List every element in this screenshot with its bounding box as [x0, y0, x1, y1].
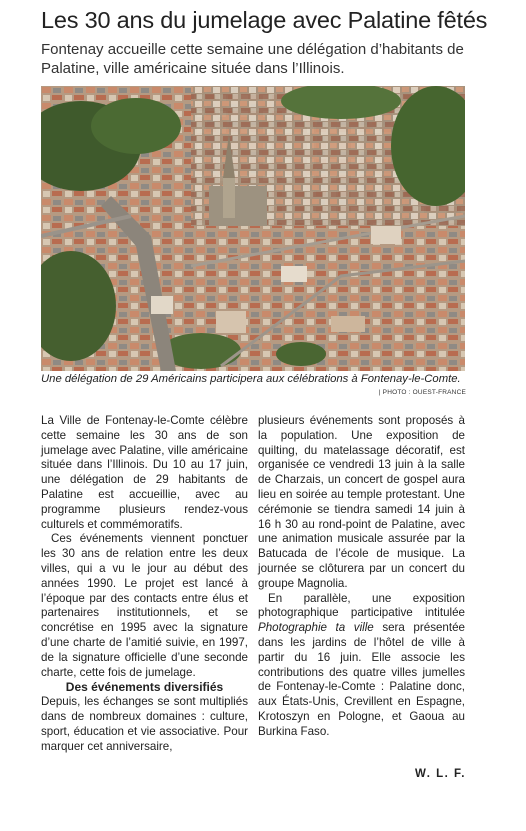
body-text: sera présentée dans les jardins de l’hôtel de ville à partir du 16 juin. Elle associe les contributions des quatre villes jumelles de Fontenay-le-Comte : Palatine donc, aux États-Unis, Crevillent en Espagne, Krotoszyn en Pologne, et Gaoua au Burkina Faso.	[258, 621, 465, 738]
article-headline: Les 30 ans du jumelage avec Palatine fêtés	[41, 7, 488, 33]
body-paragraph	[258, 592, 465, 740]
article-standfirst: Fontenay accueille cette semaine une délégation d’habitants de Palatine, ville américaine située dans l’Illinois.	[41, 41, 464, 77]
article-subheading: Des événements diversifiés	[65, 680, 224, 695]
photo-caption: Une délégation de 29 Américains participera aux célébrations à Fontenay-le-Comte.	[41, 373, 461, 385]
article-column-right	[258, 414, 465, 740]
photo-credit: | PHOTO : OUEST-FRANCE	[378, 389, 466, 396]
author-signature: W. L. F.	[415, 768, 466, 780]
body-paragraph: Ces événements viennent ponctuer les 30 ans de relation entre les deux villes, qui a vu le jour au début des années 1990. Le projet est lancé à l’époque par des contacts entre élus et partenaires institutionnels, et se concrétise en 1995 avec la signature d’une charte de l’amitié suivie, en 1997, de la signature officielle d’une seconde charte, cette fois de jumelage.	[41, 532, 248, 679]
body-paragraph: La Ville de Fontenay-le-Comte célèbre cette semaine les 30 ans de son jumelage avec Palatine, ville américaine située dans l’Illinois. Du 10 au 17 juin, une délégation de 29 habitants de Palatine est accueillie, avec au programme plusieurs rendez-vous culturels et commémoratifs.	[41, 414, 248, 531]
body-text: En parallèle, une exposition photographique participative intitulée	[258, 591, 465, 620]
body-paragraph: Depuis, les échanges se sont multipliés dans de nombreux domaines : culture, sport, éducation et vie associative. Pour marquer cet anniversaire,	[41, 695, 248, 753]
aerial-town-photo	[41, 86, 465, 371]
body-paragraph: plusieurs événements sont proposés à la population. Une exposition de quilting, du matelassage décoratif, est organisée ce vendredi 13 juin à la salle de Charzais, un concert de gospel aura lieu en soirée au temple protestant. Une cérémonie se tiendra samedi 14 juin à 16 h 30 au rond-point de Palatine, avec une animation musicale assurée par la Batucada de l’école de musique. La journée se clôturera par un concert du groupe Magnolia.	[258, 414, 465, 590]
exhibition-title: Photographie ta ville	[258, 621, 374, 635]
article-column-left	[41, 414, 248, 754]
